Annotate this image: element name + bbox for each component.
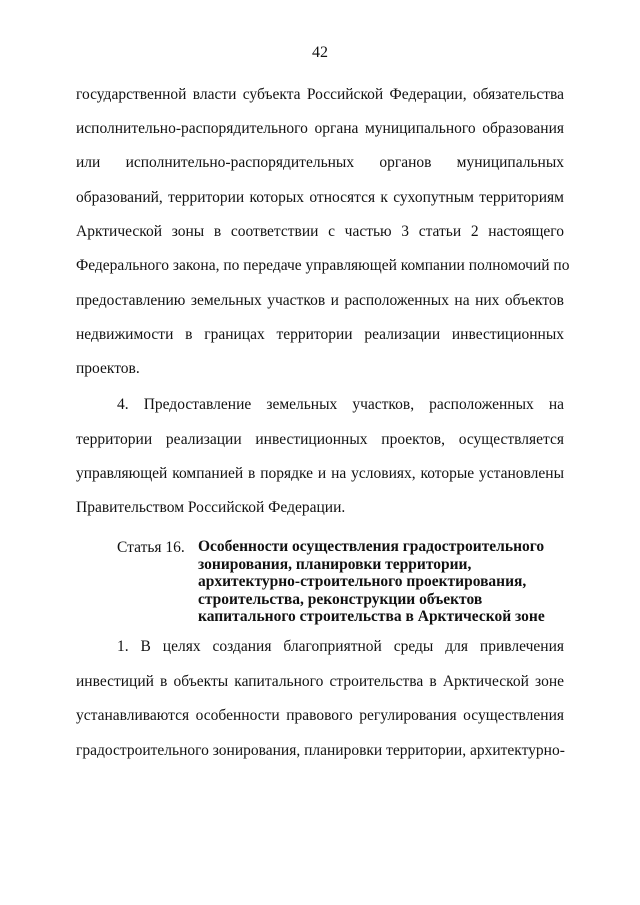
paragraph-line: территории реализации инвестиционных проектов, осуществляется xyxy=(76,431,564,448)
paragraph-line: недвижимости в границах территории реализации инвестиционных xyxy=(76,326,564,343)
article-title-line: зонирования, планировки территории, xyxy=(198,555,472,573)
paragraph-line: образований, территории которых относятся к сухопутным территориям xyxy=(76,189,564,206)
article-title-line: Особенности осуществления градостроительного xyxy=(198,538,545,555)
paragraph-line: управляющей компанией в порядке и на условиях, которые установлены xyxy=(76,465,564,482)
article-title-line: архитектурно-строительного проектирования, xyxy=(198,573,527,590)
paragraph-line: инвестиций в объекты капитального строительства в Арктической зоне xyxy=(76,673,564,690)
article-label: Статья 16. xyxy=(117,539,185,556)
article-title-line: строительства, реконструкции объектов xyxy=(198,590,483,608)
article-title xyxy=(198,538,558,626)
paragraph-line: предоставлению земельных участков и расположенных на них объектов xyxy=(76,292,564,309)
paragraph-line: проектов. xyxy=(76,360,140,377)
article-title-line: капитального строительства в Арктической зоне xyxy=(198,608,545,625)
paragraph-line: устанавливаются особенности правового регулирования осуществления xyxy=(76,707,564,724)
paragraph-line: Федерального закона, по передаче управляющей компании полномочий по xyxy=(76,257,570,274)
paragraph-line: или исполнительно-распорядительных органов муниципальных xyxy=(76,154,564,171)
paragraph-line: исполнительно-распорядительного органа муниципального образования xyxy=(76,120,564,137)
paragraph-line: Правительством Российской Федерации. xyxy=(76,499,346,516)
paragraph-line: 1. В целях создания благоприятной среды для привлечения xyxy=(117,638,564,655)
paragraph-line: 4. Предоставление земельных участков, расположенных на xyxy=(117,396,564,413)
paragraph-line: Арктической зоны в соответствии с частью 3 статьи 2 настоящего xyxy=(76,223,564,240)
page-number: 42 xyxy=(312,44,328,61)
paragraph-line: градостроительного зонирования, планировки территории, архитектурно- xyxy=(76,742,565,759)
paragraph-line: государственной власти субъекта Российской Федерации, обязательства xyxy=(76,86,564,103)
